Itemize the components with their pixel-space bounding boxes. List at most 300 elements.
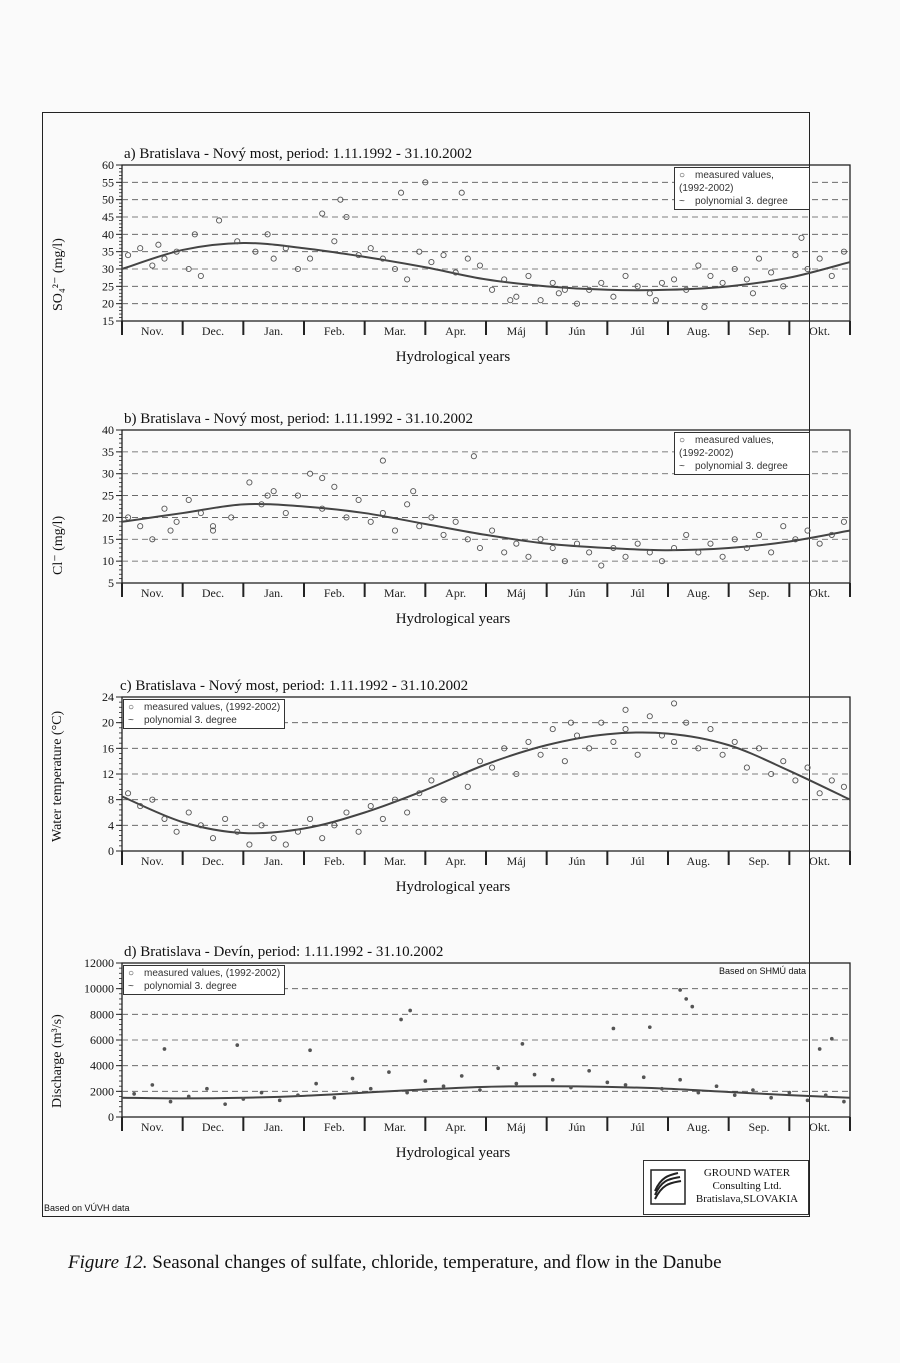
data-point (283, 842, 288, 847)
data-point (333, 1096, 336, 1099)
x-tick-label: Nov. (140, 1120, 164, 1134)
data-point (271, 256, 276, 261)
data-point (242, 1098, 245, 1101)
company-logo (643, 1160, 809, 1215)
data-point (489, 287, 494, 292)
legend-item (679, 460, 805, 473)
data-point (708, 273, 713, 278)
data-point (489, 528, 494, 533)
data-point (453, 519, 458, 524)
data-point (283, 510, 288, 515)
data-point (752, 1089, 755, 1092)
data-point (356, 829, 361, 834)
y-tick-label: 30 (102, 262, 114, 276)
data-point (805, 528, 810, 533)
x-tick-label: Jan. (264, 854, 284, 868)
y-tick-label: 8000 (90, 1007, 114, 1022)
data-point (623, 554, 628, 559)
data-point (459, 190, 464, 195)
data-point (671, 277, 676, 282)
x-tick-label: Sep. (748, 324, 770, 338)
data-point (138, 524, 143, 529)
data-point (417, 524, 422, 529)
x-tick-label: Mar. (383, 1120, 407, 1134)
data-point (497, 1067, 500, 1070)
trend-line (122, 504, 850, 550)
data-point (162, 256, 167, 261)
data-point (477, 263, 482, 268)
data-point (460, 1075, 463, 1078)
data-point (599, 563, 604, 568)
data-point (471, 454, 476, 459)
data-point (588, 1069, 591, 1072)
caption-text: Seasonal changes of sulfate, chloride, temperature, and flow in the Danube (147, 1252, 722, 1273)
x-tick-label: Jún (568, 324, 586, 338)
data-point (841, 784, 846, 789)
data-point (818, 1048, 821, 1051)
x-tick-label: Dec. (201, 586, 225, 600)
data-point (843, 1100, 846, 1103)
data-point (247, 480, 252, 485)
data-point (661, 1087, 664, 1090)
x-tick-label: Okt. (809, 586, 831, 600)
data-point (647, 714, 652, 719)
data-point (429, 259, 434, 264)
data-point (309, 1049, 312, 1052)
data-point (781, 524, 786, 529)
legend-item (128, 980, 280, 993)
x-tick-label: Dec. (201, 1120, 225, 1134)
legend-item (128, 714, 280, 727)
data-point (599, 280, 604, 285)
x-tick-label: Jan. (264, 324, 284, 338)
data-point (733, 1094, 736, 1097)
data-point (429, 778, 434, 783)
y-tick-label: 2000 (90, 1084, 114, 1099)
y-tick-label: 6000 (90, 1033, 114, 1047)
data-point (351, 1077, 354, 1080)
data-point (411, 489, 416, 494)
data-point (307, 471, 312, 476)
caption-label: Figure 12. (68, 1252, 148, 1273)
x-tick-label: Mar. (383, 586, 407, 600)
chart-legend (674, 432, 810, 475)
data-point (424, 1080, 427, 1083)
y-tick-label: 40 (102, 423, 114, 437)
logo-line-3: Bratislava,SLOVAKIA (695, 1193, 799, 1205)
circle-marker-icon: ○ (679, 170, 686, 181)
x-tick-label: Aug. (686, 1120, 711, 1134)
x-tick-label: Jún (568, 1120, 586, 1134)
data-point (606, 1081, 609, 1084)
data-point (708, 726, 713, 731)
y-tick-label: 20 (102, 296, 114, 311)
legend-label: measured values, (1992-2002) (144, 968, 281, 979)
data-point (642, 1076, 645, 1079)
data-point (465, 256, 470, 261)
tilde-line-icon: ~ (128, 981, 134, 992)
y-tick-label: 16 (102, 741, 114, 756)
data-point (307, 816, 312, 821)
x-tick-label: Máj (506, 854, 527, 868)
data-point (653, 298, 658, 303)
data-point (533, 1073, 536, 1076)
data-point (168, 528, 173, 533)
data-point (611, 739, 616, 744)
y-tick-label: 24 (102, 690, 114, 704)
data-point (708, 541, 713, 546)
x-tick-label: Okt. (809, 1120, 831, 1134)
data-point (697, 1091, 700, 1094)
data-point (356, 497, 361, 502)
data-point (320, 211, 325, 216)
data-point (388, 1071, 391, 1074)
data-point (297, 1094, 300, 1097)
x-tick-label: Aug. (686, 586, 711, 600)
data-point (271, 489, 276, 494)
data-point (824, 1094, 827, 1097)
data-point (770, 1096, 773, 1099)
y-tick-label: 20 (102, 510, 114, 525)
data-point (344, 810, 349, 815)
data-point (508, 298, 513, 303)
data-point (236, 1044, 239, 1047)
tilde-line-icon: ~ (128, 715, 134, 726)
y-tick-label: 35 (102, 444, 114, 459)
chart-title: d) Bratislava - Devín, period: 1.11.1992 - 31.10.2002 (124, 944, 444, 960)
trend-line (122, 243, 850, 290)
x-tick-label: Apr. (445, 1120, 467, 1134)
data-point (198, 510, 203, 515)
data-point (550, 280, 555, 285)
data-point (405, 277, 410, 282)
data-point (409, 1009, 412, 1012)
data-point (400, 1018, 403, 1021)
data-point (332, 239, 337, 244)
data-point (477, 759, 482, 764)
data-point (841, 519, 846, 524)
data-point (210, 836, 215, 841)
data-point (671, 739, 676, 744)
data-point (817, 791, 822, 796)
data-point (769, 270, 774, 275)
legend-label: polynomial 3. degree (695, 461, 788, 472)
logo-line-2: Consulting Ltd. (712, 1180, 782, 1192)
data-point (550, 726, 555, 731)
y-tick-label: 12 (102, 767, 114, 781)
data-point (465, 784, 470, 789)
chart-legend (123, 965, 285, 995)
data-point (691, 1005, 694, 1008)
data-point (315, 1082, 318, 1085)
tilde-line-icon: ~ (679, 461, 685, 472)
x-tick-label: Feb. (323, 854, 345, 868)
chart-title: c) Bratislava - Nový most, period: 1.11.1992 - 31.10.2002 (120, 678, 469, 694)
data-point (696, 263, 701, 268)
y-tick-label: 20 (102, 715, 114, 730)
data-point (679, 989, 682, 992)
trend-line (122, 732, 850, 833)
data-point (793, 778, 798, 783)
x-tick-label: Sep. (748, 854, 770, 868)
y-tick-label: 10000 (84, 981, 114, 996)
chart-title: a) Bratislava - Nový most, period: 1.11.1992 - 31.10.2002 (124, 146, 473, 162)
data-point (720, 280, 725, 285)
data-point (769, 550, 774, 555)
data-point (442, 1085, 445, 1088)
data-point (150, 263, 155, 268)
data-point (162, 506, 167, 511)
data-point (570, 1086, 573, 1089)
data-point (380, 816, 385, 821)
legend-item (128, 701, 280, 714)
x-tick-label: Mar. (383, 324, 407, 338)
logo-mark-icon (650, 1169, 686, 1205)
data-point (556, 291, 561, 296)
data-point (174, 519, 179, 524)
data-point (526, 739, 531, 744)
x-tick-label: Jún (568, 586, 586, 600)
circle-marker-icon: ○ (128, 968, 135, 979)
data-point (635, 752, 640, 757)
data-point (332, 484, 337, 489)
data-point (756, 532, 761, 537)
data-point (502, 550, 507, 555)
x-tick-label: Feb. (323, 324, 345, 338)
x-tick-label: Apr. (445, 586, 467, 600)
data-point (574, 733, 579, 738)
data-point (151, 1084, 154, 1087)
data-point (368, 519, 373, 524)
data-point (685, 998, 688, 1001)
data-point (260, 1091, 263, 1094)
y-tick-label: 10 (102, 554, 114, 569)
circle-marker-icon: ○ (679, 435, 686, 446)
data-point (830, 1037, 833, 1040)
x-tick-label: Júl (630, 586, 645, 600)
data-point (186, 497, 191, 502)
x-axis-title: Hydrological years (395, 349, 511, 365)
data-point (271, 836, 276, 841)
data-point (163, 1048, 166, 1051)
data-point (247, 842, 252, 847)
data-point (162, 816, 167, 821)
data-point (829, 273, 834, 278)
x-tick-label: Jún (568, 854, 586, 868)
data-point (125, 253, 130, 258)
data-point (477, 545, 482, 550)
data-point (829, 778, 834, 783)
logo-line-1: GROUND WATER (703, 1167, 791, 1179)
y-tick-label: 40 (102, 227, 114, 242)
x-tick-label: Sep. (748, 586, 770, 600)
data-point (659, 280, 664, 285)
y-tick-label: 35 (102, 244, 114, 259)
data-point (198, 273, 203, 278)
data-point (647, 291, 652, 296)
figure-caption (68, 1252, 722, 1274)
legend-label: polynomial 3. degree (695, 196, 788, 207)
x-tick-label: Júl (630, 1120, 645, 1134)
data-point (793, 253, 798, 258)
chart-panel-0 (44, 140, 831, 381)
data-point (805, 765, 810, 770)
data-point (489, 765, 494, 770)
x-tick-label: Aug. (686, 854, 711, 868)
data-point (133, 1093, 136, 1096)
data-point (550, 545, 555, 550)
x-tick-label: Máj (506, 586, 527, 600)
x-tick-label: Júl (630, 324, 645, 338)
data-point (538, 752, 543, 757)
data-point (441, 532, 446, 537)
x-tick-label: Jan. (264, 1120, 284, 1134)
x-axis-title: Hydrological years (395, 879, 511, 895)
data-point (169, 1100, 172, 1103)
data-point (406, 1091, 409, 1094)
x-tick-label: Mar. (383, 854, 407, 868)
data-point (679, 1078, 682, 1081)
data-point (799, 235, 804, 240)
x-tick-label: Júl (630, 854, 645, 868)
chart-panel-2 (44, 672, 831, 911)
x-axis-title: Hydrological years (395, 611, 511, 627)
data-point (380, 458, 385, 463)
legend-label: measured values, (1992-2002) (679, 170, 774, 194)
data-point (206, 1087, 209, 1090)
x-tick-label: Feb. (323, 1120, 345, 1134)
data-point (806, 1099, 809, 1102)
legend-item (679, 195, 805, 208)
data-point (756, 256, 761, 261)
data-point (479, 1089, 482, 1092)
data-point (526, 554, 531, 559)
footer-source-note: Based on VÚVH data (44, 1203, 130, 1213)
data-point (750, 291, 755, 296)
legend-label: polynomial 3. degree (144, 981, 237, 992)
data-point (587, 550, 592, 555)
x-tick-label: Máj (506, 1120, 527, 1134)
data-point (125, 791, 130, 796)
x-tick-label: Nov. (140, 854, 164, 868)
data-point (732, 739, 737, 744)
data-point (623, 726, 628, 731)
y-tick-label: 15 (102, 314, 114, 328)
x-tick-label: Dec. (201, 324, 225, 338)
y-tick-label: 45 (102, 210, 114, 224)
data-point (538, 298, 543, 303)
data-point (138, 246, 143, 251)
data-point (744, 277, 749, 282)
data-point (398, 190, 403, 195)
x-tick-label: Aug. (686, 324, 711, 338)
data-point (224, 1103, 227, 1106)
x-tick-label: Nov. (140, 586, 164, 600)
data-point (521, 1042, 524, 1045)
x-tick-label: Okt. (809, 854, 831, 868)
data-point (526, 273, 531, 278)
y-tick-label: 25 (102, 279, 114, 294)
legend-item (128, 967, 280, 980)
legend-item (679, 434, 805, 460)
data-point (187, 1095, 190, 1098)
y-tick-label: 60 (102, 158, 114, 172)
circle-marker-icon: ○ (128, 702, 135, 713)
legend-label: polynomial 3. degree (144, 715, 237, 726)
x-tick-label: Apr. (445, 854, 467, 868)
chart-panel-3 (44, 938, 831, 1177)
data-point (216, 218, 221, 223)
y-tick-label: 4 (108, 818, 114, 833)
data-point (320, 836, 325, 841)
data-point (702, 305, 707, 310)
x-tick-label: Jan. (264, 586, 284, 600)
data-point (368, 803, 373, 808)
data-point (611, 294, 616, 299)
data-point (278, 1099, 281, 1102)
data-point (392, 528, 397, 533)
data-point (405, 810, 410, 815)
chart-panel-1 (44, 405, 831, 643)
data-point (368, 246, 373, 251)
data-point (612, 1027, 615, 1030)
data-point (788, 1091, 791, 1094)
x-axis-title: Hydrological years (395, 1145, 511, 1161)
y-tick-label: 15 (102, 532, 114, 547)
data-point (174, 829, 179, 834)
y-tick-label: 12000 (84, 956, 114, 970)
data-point (186, 810, 191, 815)
x-tick-label: Nov. (140, 324, 164, 338)
chart-source-note: Based on SHMÚ data (718, 966, 806, 976)
chart-title: b) Bratislava - Nový most, period: 1.11.1992 - 31.10.2002 (124, 411, 473, 427)
x-tick-label: Okt. (809, 324, 831, 338)
data-point (715, 1085, 718, 1088)
legend-label: measured values, (1992-2002) (144, 702, 281, 713)
data-point (684, 532, 689, 537)
x-tick-label: Dec. (201, 854, 225, 868)
chart-legend (123, 699, 285, 729)
data-point (514, 541, 519, 546)
y-axis-title: Cl⁻ (mg/l) (51, 515, 66, 575)
data-point (156, 242, 161, 247)
data-point (817, 541, 822, 546)
data-point (320, 475, 325, 480)
data-point (307, 256, 312, 261)
y-axis-title: Water temperature (°C) (50, 710, 65, 842)
y-tick-label: 5 (108, 576, 114, 590)
y-tick-label: 0 (108, 844, 114, 858)
tilde-line-icon: ~ (679, 196, 685, 207)
x-tick-label: Sep. (748, 1120, 770, 1134)
trend-line (122, 1086, 850, 1098)
y-axis-title: Discharge (m³/s) (50, 1014, 65, 1108)
chart-legend (674, 167, 810, 210)
data-point (671, 701, 676, 706)
data-point (623, 707, 628, 712)
x-tick-label: Feb. (323, 586, 345, 600)
data-point (781, 759, 786, 764)
data-point (405, 502, 410, 507)
x-tick-label: Máj (506, 324, 527, 338)
data-point (514, 294, 519, 299)
data-point (380, 510, 385, 515)
y-tick-label: 8 (108, 792, 114, 807)
data-point (648, 1026, 651, 1029)
data-point (369, 1087, 372, 1090)
data-point (720, 554, 725, 559)
y-axis-title: SO₄²⁻ (mg/l) (51, 238, 66, 311)
